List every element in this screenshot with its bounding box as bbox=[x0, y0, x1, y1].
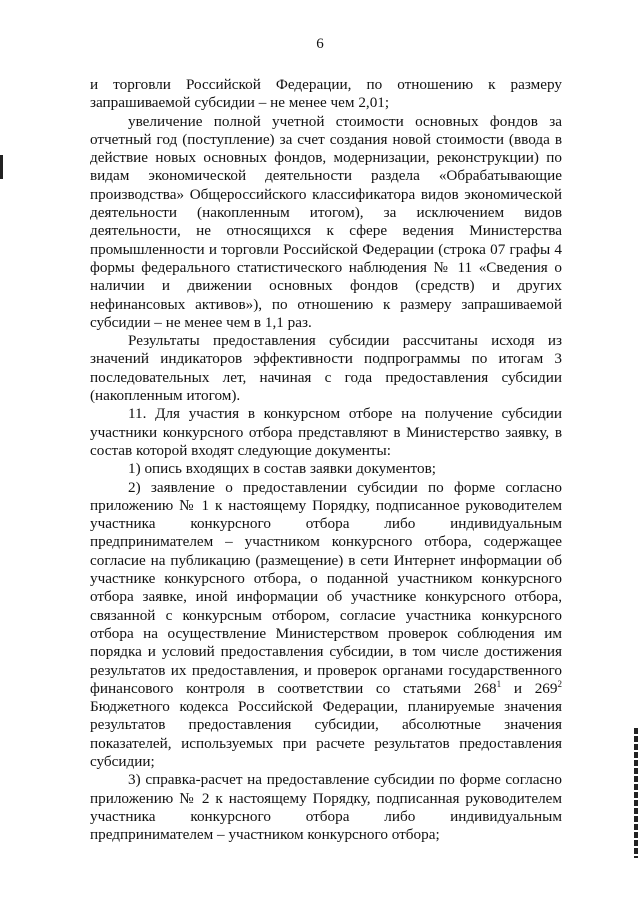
page-number: 6 bbox=[316, 36, 324, 52]
application-text-part1: 2) заявление о предоставлении субсидии по форме согласно приложению № 1 к настоящему Порядку, подписанное руководителем участника конкурсного отбора либо индивидуальным предпринимателем – участником конкурсного отбора, содержащее согласие на публикацию (размещение) в сети Интернет информации об участнике конкурсного отбора, о поданной участником конкурсного отбора заявке, иной информации об участнике конкурсного отбора, связанной с конкурсным отбором, согласие участника конкурсного отбора на осуществление Министерством проверок соблюдения им порядка и условий предоставления субсидии, в том числе достижения результатов их предоставления, и проверок органами государственного финансового контроля в соответствии со статьями 268 bbox=[90, 478, 562, 697]
scan-edge-mark-right bbox=[634, 728, 638, 858]
paragraph-continuation: и торговли Российской Федерации, по отношению к размеру запрашиваемой субсидии – не менее чем 2,01; bbox=[90, 76, 562, 112]
document-body bbox=[90, 76, 562, 844]
scan-edge-mark-left bbox=[0, 155, 3, 179]
paragraph-results-calculation: Результаты предоставления субсидии рассчитаны исходя из значений индикаторов эффективности подпрограммы по итогам 3 последовательных лет, начиная с года предоставления субсидии (накопленным итогом). bbox=[90, 332, 562, 405]
paragraph-fixed-assets-indicator: увеличение полной учетной стоимости основных фондов за отчетный год (поступление) за счет создания новой стоимости (ввода в действие новых основных фондов, модернизации, реконструкции) по видам экономической деятельности раздела «Обрабатывающие производства» Общероссийского классификатора видов экономической деятельности (накопленным итогом), за исключением видов деятельности, не относящихся к сфере ведения Министерства промышленности и торговли Российской Федерации (строка 07 графы 4 формы федерального статистического наблюдения № 11 «Сведения о наличии и движении основных фондов (средств) и других нефинансовых активов»), по отношению к размеру запрашиваемой субсидии – не менее чем в 1,1 раз. bbox=[90, 112, 562, 331]
superscript-2: 2 bbox=[557, 678, 562, 689]
list-item-inventory: 1) опись входящих в состав заявки документов; bbox=[128, 460, 436, 478]
list-item-application bbox=[90, 479, 562, 772]
application-text-part3: Бюджетного кодекса Российской Федерации, планируемые значения результатов предоставления субсидии, абсолютные значения показателей, используемых при расчете результатов предоставления субсидии; bbox=[90, 698, 562, 770]
superscript-1: 1 bbox=[496, 678, 502, 689]
application-text-part2: и 269 bbox=[501, 679, 558, 697]
list-item-calculation-certificate: 3) справка-расчет на предоставление субсидии по форме согласно приложению № 2 к настоящему Порядку, подписанная руководителем участника конкурсного отбора либо индивидуальным предпринимателем – участником конкурсного отбора; bbox=[90, 771, 562, 844]
paragraph-clause-11: 11. Для участия в конкурсном отборе на получение субсидии участники конкурсного отбора представляют в Министерство заявку, в состав которой входят следующие документы: bbox=[90, 405, 562, 459]
